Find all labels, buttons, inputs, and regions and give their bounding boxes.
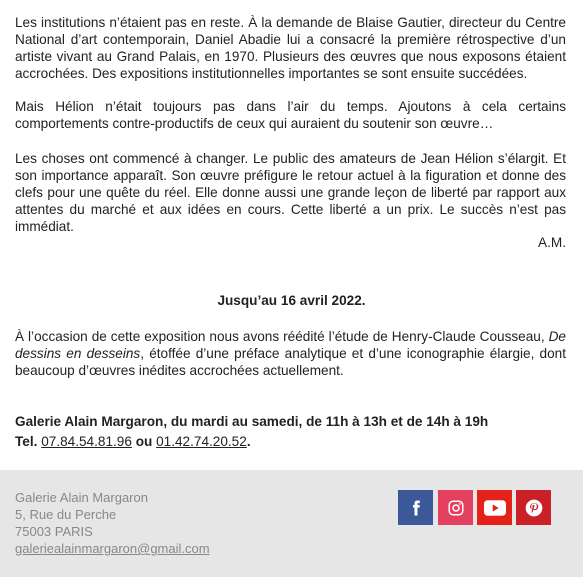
- footer-city: 75003 PARIS: [15, 524, 93, 539]
- footer-gallery-name: Galerie Alain Margaron: [15, 490, 148, 505]
- instagram-button[interactable]: [438, 490, 473, 525]
- tel-or: ou: [135, 434, 153, 449]
- youtube-button[interactable]: [477, 490, 512, 525]
- paragraph-institutions: Les institutions n’étaient pas en reste. À la demande de Blaise Gautier, directeur du Centre National d’art contemporain, Daniel Abadie lui a consacré la première rétrospective d’un artiste vivant au Grand Palais, en 1970. Plusieurs des œuvres que nous exposons étaient accrochées. Des expositions institutionnelles importantes se sont ensuite succédées.: [15, 15, 566, 81]
- publication-text-after: , étoffée d’une préface analytique et d’une iconographie élargie, dont beaucoup d’œuvres inédites accrochées actuellement.: [15, 346, 567, 378]
- paragraph-helion-time: Mais Hélion n’était toujours pas dans l’air du temps. Ajoutons à cela certains comportements contre-productifs de ceux qui auraient du soutenir son œuvre…: [15, 99, 566, 131]
- pinterest-icon: [524, 498, 544, 518]
- footer-email-link[interactable]: galeriealainmargaron@gmail.com: [15, 541, 210, 556]
- paragraph-publication: [15, 328, 566, 379]
- youtube-icon: [484, 500, 506, 516]
- phone-link-1[interactable]: 07.84.54.81.96: [41, 434, 132, 449]
- publication-text-before: À l’occasion de cette exposition nous avons réédité l’étude de Henry-Claude Cousseau,: [15, 329, 549, 344]
- exhibition-end-date: Jusqu’au 16 avril 2022.: [217, 293, 366, 308]
- facebook-button[interactable]: [398, 490, 433, 525]
- signature: A.M.: [538, 235, 566, 250]
- phone-link-2[interactable]: 01.42.74.20.52: [156, 434, 247, 449]
- footer: [0, 470, 583, 577]
- facebook-icon: [407, 499, 425, 517]
- book-title: De dessins en desseins: [15, 329, 566, 361]
- paragraph-change: Les choses ont commencé à changer. Le public des amateurs de Jean Hélion s’élargit. Et son importance apparaît. Son œuvre préfigure le retour actuel à la figuration et donne des clefs pour une quête du réel. Elle donne aussi une grande leçon de liberté par rapport aux attentes du marché et aux idées en cours. Cette liberté a un prix. Le succès n’est pas immédiat.: [15, 151, 566, 234]
- footer-street: 5, Rue du Perche: [15, 507, 117, 522]
- pinterest-button[interactable]: [516, 490, 551, 525]
- tel-label: Tel.: [15, 434, 38, 449]
- footer-address: [15, 489, 210, 557]
- instagram-icon: [447, 499, 465, 517]
- telephone-line: [15, 433, 251, 450]
- gallery-hours: Galerie Alain Margaron, du mardi au samedi, de 11h à 13h et de 14h à 19h: [15, 414, 489, 429]
- tel-end-punctuation: .: [246, 434, 251, 449]
